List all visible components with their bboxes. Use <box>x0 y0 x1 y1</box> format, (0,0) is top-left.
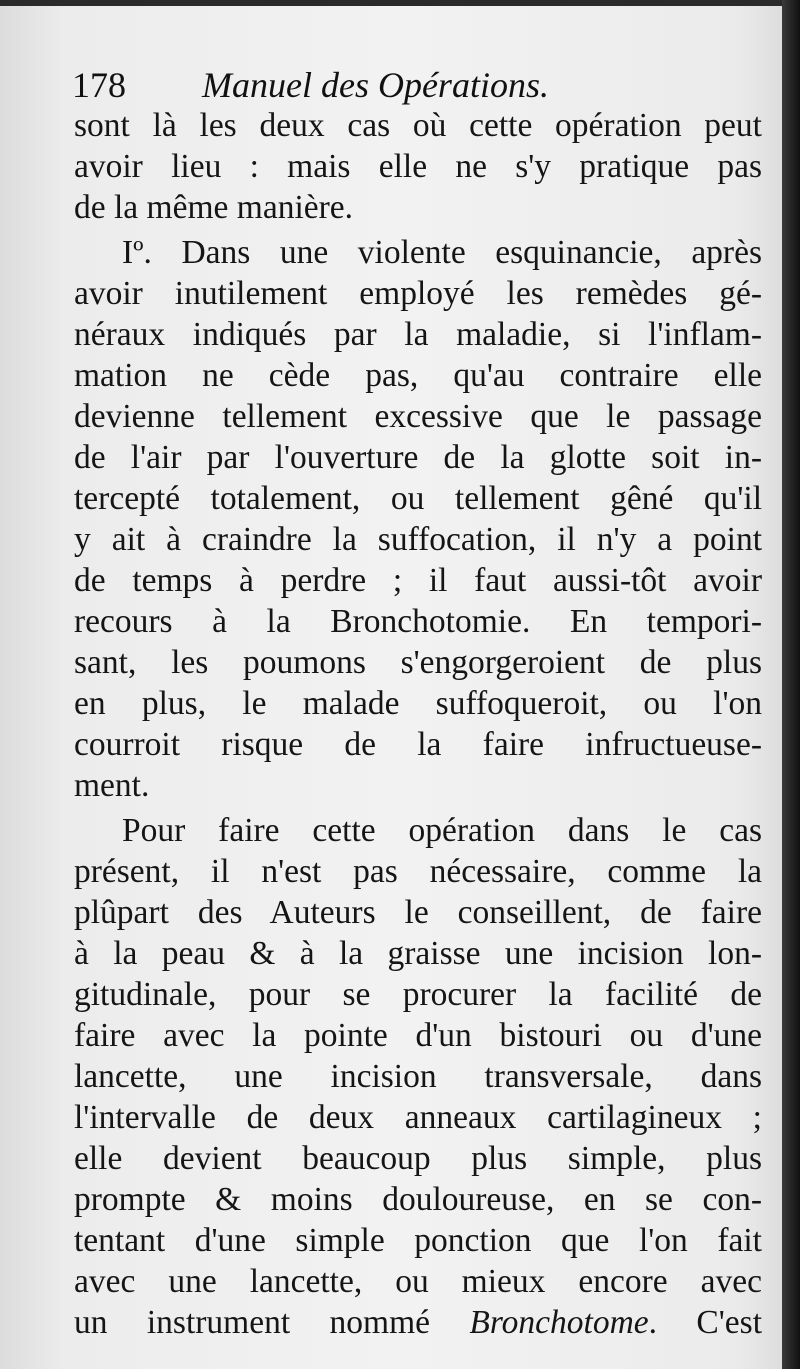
text-line: néraux indiqués par la maladie, si l'inflam- <box>74 316 762 353</box>
text-line: lancette, une incision transversale, dans <box>74 1058 762 1095</box>
text-line: plûpart des Auteurs le conseillent, de faire <box>74 894 762 931</box>
text-fragment: un instrument nommé <box>74 1304 470 1341</box>
text-line: faire avec la pointe d'un bistouri ou d'une <box>74 1017 762 1054</box>
text-line: recours à la Bronchotomie. En tempori- <box>74 603 762 640</box>
text-line: en plus, le malade suffoqueroit, ou l'on <box>74 685 762 722</box>
text-line: de temps à perdre ; il faut aussi-tôt avoir <box>74 562 762 599</box>
text-line: l'intervalle de deux anneaux cartilagineux ; <box>74 1099 762 1136</box>
text-line: présent, il n'est pas nécessaire, comme la <box>74 853 762 890</box>
text-line: Pour faire cette opération dans le cas <box>122 812 762 849</box>
text-line: courroit risque de la faire infructueuse- <box>74 726 762 763</box>
text-line-final <box>74 1302 762 1343</box>
text-line: de l'air par l'ouverture de la glotte soit in- <box>74 439 762 476</box>
text-line: tentant d'une simple ponction que l'on fait <box>74 1222 762 1259</box>
text-line: avoir lieu : mais elle ne s'y pratique pas <box>74 148 762 185</box>
text-line: avoir inutilement employé les remèdes gé- <box>74 275 762 312</box>
italic-term: Bronchotome <box>469 1304 649 1341</box>
text-line: gitudinale, pour se procurer la facilité de <box>74 976 762 1013</box>
text-fragment: . C'est <box>648 1304 762 1341</box>
text-line: avec une lancette, ou mieux encore avec <box>74 1263 762 1300</box>
text-line: de la même manière. <box>74 189 354 226</box>
text-line: sant, les poumons s'engorgeroient de plus <box>74 644 762 681</box>
text-line: ment. <box>74 767 150 804</box>
text-line: sont là les deux cas où cette opération peut <box>74 107 762 144</box>
text-line: elle devient beaucoup plus simple, plus <box>74 1140 762 1177</box>
text-line: y ait à craindre la suffocation, il n'y a point <box>74 521 762 558</box>
page-top-shadow <box>0 0 800 6</box>
running-title: Manuel des Opérations. <box>202 65 549 105</box>
text-line: à la peau & à la graisse une incision lon- <box>74 935 762 972</box>
page-binding-edge <box>782 0 800 1369</box>
text-line: tercepté totalement, ou tellement gêné qu'il <box>74 480 762 517</box>
body-text <box>74 105 762 1343</box>
text-line: Iº. Dans une violente esquinancie, après <box>122 234 762 271</box>
text-line: prompte & moins douloureuse, en se con- <box>74 1181 762 1218</box>
text-line: mation ne cède pas, qu'au contraire elle <box>74 357 762 394</box>
page-number: 178 <box>72 65 126 105</box>
text-line: devienne tellement excessive que le passage <box>74 398 762 435</box>
